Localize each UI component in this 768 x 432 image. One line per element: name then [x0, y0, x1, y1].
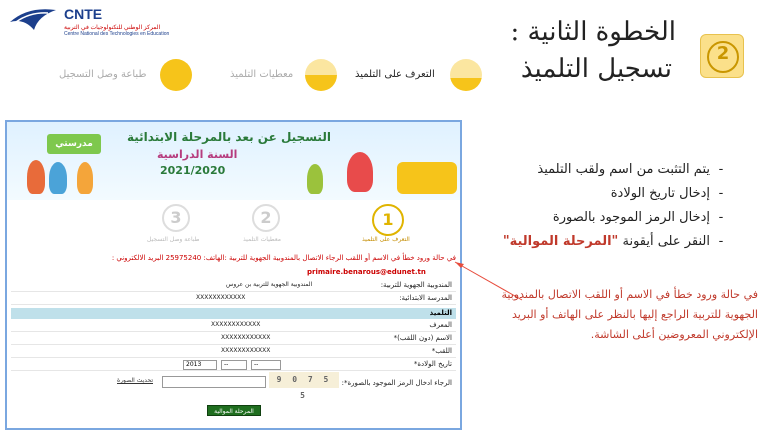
highlight-text: "المرحلة الموالية": [502, 234, 619, 249]
error-note: في حالة ورود خطأ في الاسم أو اللقب الاتصال بالمندوبية الجهوية للتربية الراجع إليها بالنظر على الهاتف أو البريد الإلكتروني المعروضين أعلى الشاشة.: [501, 288, 758, 341]
banner-title: التسجيل عن بعد بالمرحلة الابتدائية: [127, 130, 331, 144]
next-step-button[interactable]: المرحلة الموالية: [207, 405, 261, 416]
heading-line1: الخطوة الثانية :: [510, 17, 676, 47]
form-step-3-label: طباعة وصل التسجيل: [147, 236, 200, 243]
top-step-data-label: معطيات التلميذ: [230, 69, 294, 80]
step-number: 2: [707, 41, 739, 73]
form-step-1: 1: [372, 204, 404, 236]
banner-sign: مدرستي: [47, 134, 101, 154]
instructions-list: [492, 158, 732, 254]
logo-title: CNTE: [64, 6, 103, 22]
surname-input[interactable]: XXXXXXXXXXXX: [221, 347, 271, 354]
dob-day-select[interactable]: --: [251, 360, 281, 370]
name-input[interactable]: XXXXXXXXXXXX: [221, 334, 271, 341]
logo-subtitle: المركز الوطني للتكنولوجيات في التربية: [64, 25, 161, 31]
list-item: [492, 230, 732, 254]
region-label: المندوبية الجهوية للتربية:: [380, 281, 452, 289]
region-value: المندوبية الجهوية للتربية بن عروس: [226, 281, 313, 288]
top-step-print-label: طباعة وصل التسجيل: [59, 69, 147, 80]
id-value: XXXXXXXXXXXX: [211, 321, 261, 328]
list-item-text: النقر على أيقونة: [618, 234, 710, 249]
list-item: - إدخال الرمز الموجود بالصورة: [492, 206, 732, 230]
list-item: - يتم التثبت من اسم ولقب التلميذ: [492, 158, 732, 182]
contact-email[interactable]: primaire.benarous@edunet.tn: [307, 268, 426, 276]
id-label: المعرف: [429, 321, 452, 329]
form-step-3: 3: [162, 204, 190, 232]
form-step-2: 2: [252, 204, 280, 232]
banner-subtitle: السنة الدراسية: [157, 148, 238, 161]
surname-label: اللقب*: [431, 347, 452, 355]
form-step-2-label: معطيات التلميذ: [243, 236, 281, 243]
captcha-label: الرجاء ادخال الرمز الموجود بالصورة*:: [341, 379, 452, 387]
form-step-1-label: التعرف على التلميذ: [362, 236, 410, 243]
banner-year: 2021/2020: [160, 164, 226, 177]
heading-line2: تسجيل التلميذ: [520, 54, 672, 84]
list-item: - إدخال تاريخ الولادة: [492, 182, 732, 206]
logo-subtitle-fr: Centre National des Technologies en Education: [64, 31, 170, 37]
refresh-captcha-link[interactable]: تحديث الصورة: [117, 377, 153, 384]
student-section-title: التلميذ: [429, 309, 452, 317]
captcha-image: 9 0 7 5 5: [269, 372, 339, 388]
name-label: الاسم (دون اللقب)*: [393, 334, 452, 342]
top-step-identify-label: التعرف على التلميذ: [355, 69, 435, 80]
dob-label: تاريخ الولادة*: [413, 360, 452, 368]
dob-year-select[interactable]: 2013: [183, 360, 217, 370]
school-label: المدرسة الابتدائية:: [399, 294, 452, 302]
warning-text: في حالة ورود خطأ في الاسم أو اللقب الرجاء الاتصال بالمندوبية الجهوية للتربية :الهاتف: 25975240 البريد الالكتروني :: [111, 254, 456, 262]
dob-month-select[interactable]: --: [221, 360, 247, 370]
school-value: XXXXXXXXXXXX: [196, 294, 246, 301]
